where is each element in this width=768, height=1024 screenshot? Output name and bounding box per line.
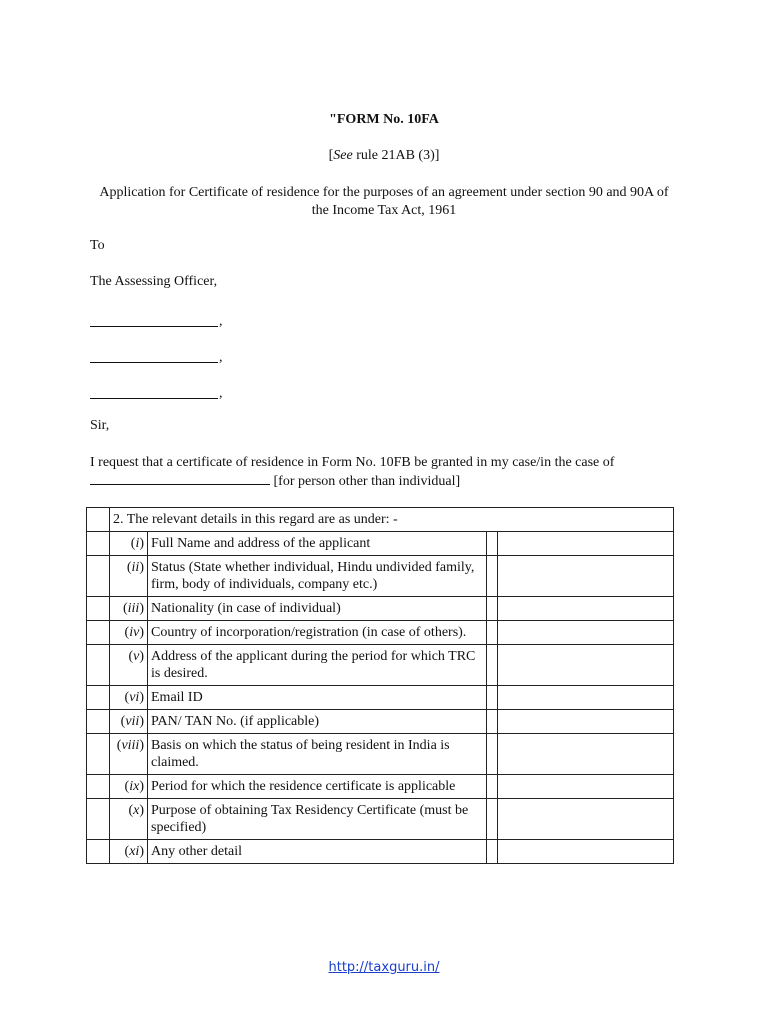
row-value-cell[interactable] (498, 840, 674, 864)
row-number-close: ) (139, 738, 144, 753)
person-name-blank[interactable] (90, 472, 270, 485)
table-row (87, 532, 674, 556)
row-number-open: ( (120, 714, 126, 729)
row-number-open: ( (116, 738, 122, 753)
address-comma-3: , (219, 386, 223, 401)
application-title: Application for Certificate of residence for the purposes of an agreement under section 90 and 90A of the Income Tax Act, 1961 (99, 185, 669, 218)
row-number-open: ( (124, 625, 130, 640)
row-label: Address of the applicant during the period for which TRC is desired. (148, 645, 487, 686)
row-margin-cell (87, 686, 110, 710)
footer-link[interactable]: http://taxguru.in/ (328, 960, 440, 975)
row-number-open: ( (130, 536, 136, 551)
table-row (87, 686, 674, 710)
row-spacer-cell (487, 532, 498, 556)
row-number-roman: iii (127, 601, 140, 616)
row-number (110, 621, 148, 645)
row-value-cell[interactable] (498, 597, 674, 621)
table-row (87, 710, 674, 734)
rule-text: rule 21AB (3)] (352, 148, 440, 163)
row-value-cell[interactable] (498, 621, 674, 645)
row-margin-cell (87, 556, 110, 597)
details-table (86, 507, 674, 864)
address-line-1[interactable] (90, 312, 218, 327)
salutation: Sir, (90, 418, 110, 433)
row-label: Purpose of obtaining Tax Residency Certificate (must be specified) (148, 799, 487, 840)
row-spacer-cell (487, 734, 498, 775)
request-text: I request that a certificate of residence in Form No. 10FB be granted in my case/in the case of (90, 455, 615, 470)
row-number-roman: iv (129, 625, 140, 640)
row-number-close: ) (139, 779, 144, 794)
address-comma-2: , (219, 350, 223, 365)
row-spacer-cell (487, 597, 498, 621)
row-number-roman: ix (129, 779, 140, 794)
row-value-cell[interactable] (498, 686, 674, 710)
row-margin-cell (87, 799, 110, 840)
table-cell-empty (87, 508, 110, 532)
addressee: The Assessing Officer, (90, 274, 218, 289)
request-paragraph (90, 454, 680, 491)
table-header-row (87, 508, 674, 532)
row-number-open: ( (124, 779, 130, 794)
table-header-text: 2. The relevant details in this regard are as under: - (110, 508, 674, 532)
form-title: "FORM No. 10FA (329, 112, 439, 127)
row-number (110, 532, 148, 556)
row-label: Basis on which the status of being resident in India is claimed. (148, 734, 487, 775)
row-number-open: ( (128, 803, 134, 818)
row-value-cell[interactable] (498, 532, 674, 556)
address-comma-1: , (219, 314, 223, 329)
row-margin-cell (87, 775, 110, 799)
rule-see: See (333, 148, 353, 163)
row-number (110, 710, 148, 734)
row-number (110, 775, 148, 799)
row-number-open: ( (124, 844, 130, 859)
table-row (87, 621, 674, 645)
row-number-roman: i (135, 536, 140, 551)
row-spacer-cell (487, 775, 498, 799)
row-label: Full Name and address of the applicant (148, 532, 487, 556)
row-spacer-cell (487, 686, 498, 710)
row-number-roman: ii (131, 560, 140, 575)
row-number-close: ) (139, 844, 144, 859)
row-number-roman: vii (125, 714, 140, 729)
row-number-roman: vi (129, 690, 140, 705)
row-number-close: ) (139, 560, 144, 575)
table-row (87, 775, 674, 799)
row-label: Nationality (in case of individual) (148, 597, 487, 621)
row-number-close: ) (139, 803, 144, 818)
row-spacer-cell (487, 710, 498, 734)
table-row (87, 556, 674, 597)
row-number-roman: x (133, 803, 140, 818)
row-spacer-cell (487, 840, 498, 864)
row-number-roman: viii (121, 738, 140, 753)
row-margin-cell (87, 710, 110, 734)
request-text-2: [for person other than individual] (270, 474, 461, 489)
row-label: PAN/ TAN No. (if applicable) (148, 710, 487, 734)
rule-reference (0, 148, 768, 164)
row-value-cell[interactable] (498, 775, 674, 799)
row-number-open: ( (122, 601, 128, 616)
row-number-open: ( (128, 649, 134, 664)
row-number-close: ) (139, 625, 144, 640)
row-number (110, 645, 148, 686)
row-number-open: ( (126, 560, 132, 575)
address-line-3[interactable] (90, 384, 218, 399)
rule-open: [ (328, 148, 334, 163)
row-label: Status (State whether individual, Hindu undivided family, firm, body of individuals, company etc.) (148, 556, 487, 597)
row-number (110, 597, 148, 621)
table-row (87, 840, 674, 864)
row-number-close: ) (139, 714, 144, 729)
table-row (87, 734, 674, 775)
table-row (87, 799, 674, 840)
row-spacer-cell (487, 799, 498, 840)
row-margin-cell (87, 840, 110, 864)
row-margin-cell (87, 597, 110, 621)
row-spacer-cell (487, 621, 498, 645)
row-value-cell[interactable] (498, 645, 674, 686)
row-label: Period for which the residence certificate is applicable (148, 775, 487, 799)
row-margin-cell (87, 532, 110, 556)
row-number (110, 799, 148, 840)
address-line-2[interactable] (90, 348, 218, 363)
row-number-close: ) (139, 690, 144, 705)
row-spacer-cell (487, 556, 498, 597)
row-spacer-cell (487, 645, 498, 686)
row-margin-cell (87, 645, 110, 686)
row-value-cell[interactable] (498, 710, 674, 734)
table-row (87, 645, 674, 686)
row-number-roman: xi (129, 844, 140, 859)
row-number (110, 686, 148, 710)
row-number-close: ) (139, 601, 144, 616)
row-label: Email ID (148, 686, 487, 710)
row-label: Any other detail (148, 840, 487, 864)
table-row (87, 597, 674, 621)
row-margin-cell (87, 621, 110, 645)
row-value-cell[interactable] (498, 734, 674, 775)
row-margin-cell (87, 734, 110, 775)
row-number-close: ) (139, 536, 144, 551)
row-number-close: ) (139, 649, 144, 664)
row-value-cell[interactable] (498, 799, 674, 840)
row-number-open: ( (124, 690, 130, 705)
row-number (110, 734, 148, 775)
row-number (110, 556, 148, 597)
row-number-roman: v (133, 649, 140, 664)
to-label: To (90, 238, 105, 253)
row-label: Country of incorporation/registration (in case of others). (148, 621, 487, 645)
row-number (110, 840, 148, 864)
row-value-cell[interactable] (498, 556, 674, 597)
